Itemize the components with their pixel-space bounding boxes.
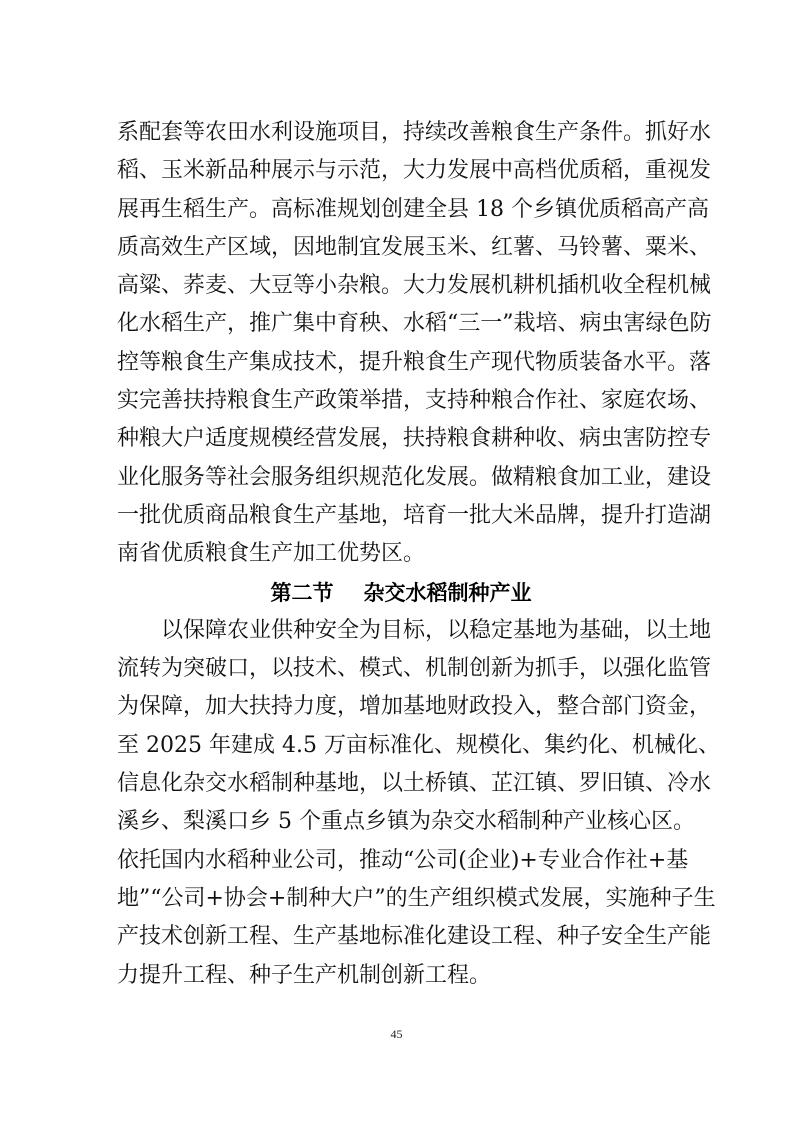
- text-line: 产技术创新工程、生产基地标准化建设工程、种子安全生产能: [117, 924, 712, 950]
- section-number: 第二节: [270, 580, 334, 605]
- page-number: 45: [390, 1027, 403, 1041]
- text-line: 控等粮食生产集成技术，提升粮食生产现代物质装备水平。落: [117, 349, 712, 375]
- text-line: 稻、玉米新品种展示与示范，大力发展中高档优质稻，重视发: [117, 158, 712, 184]
- text-line: 高粱、荞麦、大豆等小杂粮。大力发展机耕机插机收全程机械: [117, 273, 712, 299]
- paragraph-2: [117, 612, 720, 995]
- text-line: 化水稻生产，推广集中育秧、水稻“三一”栽培、病虫害绿色防: [117, 311, 712, 337]
- paragraph-1: [117, 114, 712, 574]
- body-text: [117, 114, 720, 995]
- text-line: 力提升工程、种子生产机制创新工程。: [117, 962, 492, 988]
- section-heading: [117, 574, 685, 612]
- text-line: 依托国内水稻种业公司，推动“公司(企业)+专业合作社+基: [117, 847, 689, 873]
- text-line: 以保障农业供种安全为目标，以稳定基地为基础，以土地: [161, 617, 712, 643]
- text-line: 系配套等农田水利设施项目，持续改善粮食生产条件。抓好水: [117, 120, 712, 145]
- text-line: 至 2025 年建成 4.5 万亩标准化、规模化、集约化、机械化、: [117, 732, 720, 758]
- text-line: 流转为突破口，以技术、模式、机制创新为抓手，以强化监管: [117, 656, 712, 682]
- text-line: 信息化杂交水稻制种基地，以土桥镇、芷江镇、罗旧镇、冷水: [117, 771, 712, 797]
- text-line: 实完善扶持粮食生产政策举措，支持种粮合作社、家庭农场、: [117, 388, 712, 414]
- text-line: 地”“公司+协会+制种大户”的生产组织模式发展，实施种子生: [117, 885, 716, 911]
- text-line: 一批优质商品粮食生产基地，培育一批大米品牌，提升打造湖: [117, 502, 712, 528]
- text-line: 南省优质粮食生产加工优势区。: [117, 541, 426, 567]
- text-line: 业化服务等社会服务组织规范化发展。做精粮食加工业，建设: [117, 464, 712, 490]
- text-line: 展再生稻生产。高标准规划创建全县 18 个乡镇优质稻高产高: [117, 196, 709, 222]
- text-line: 为保障，加大扶持力度，增加基地财政投入，整合部门资金，: [117, 694, 712, 720]
- text-line: 质高效生产区域，因地制宜发展玉米、红薯、马铃薯、粟米、: [117, 234, 712, 260]
- text-line: 种粮大户适度规模经营发展，扶持粮食耕种收、病虫害防控专: [117, 426, 712, 452]
- text-line: 溪乡、梨溪口乡 5 个重点乡镇为杂交水稻制种产业核心区。: [117, 809, 695, 835]
- section-title: 杂交水稻制种产业: [363, 580, 532, 605]
